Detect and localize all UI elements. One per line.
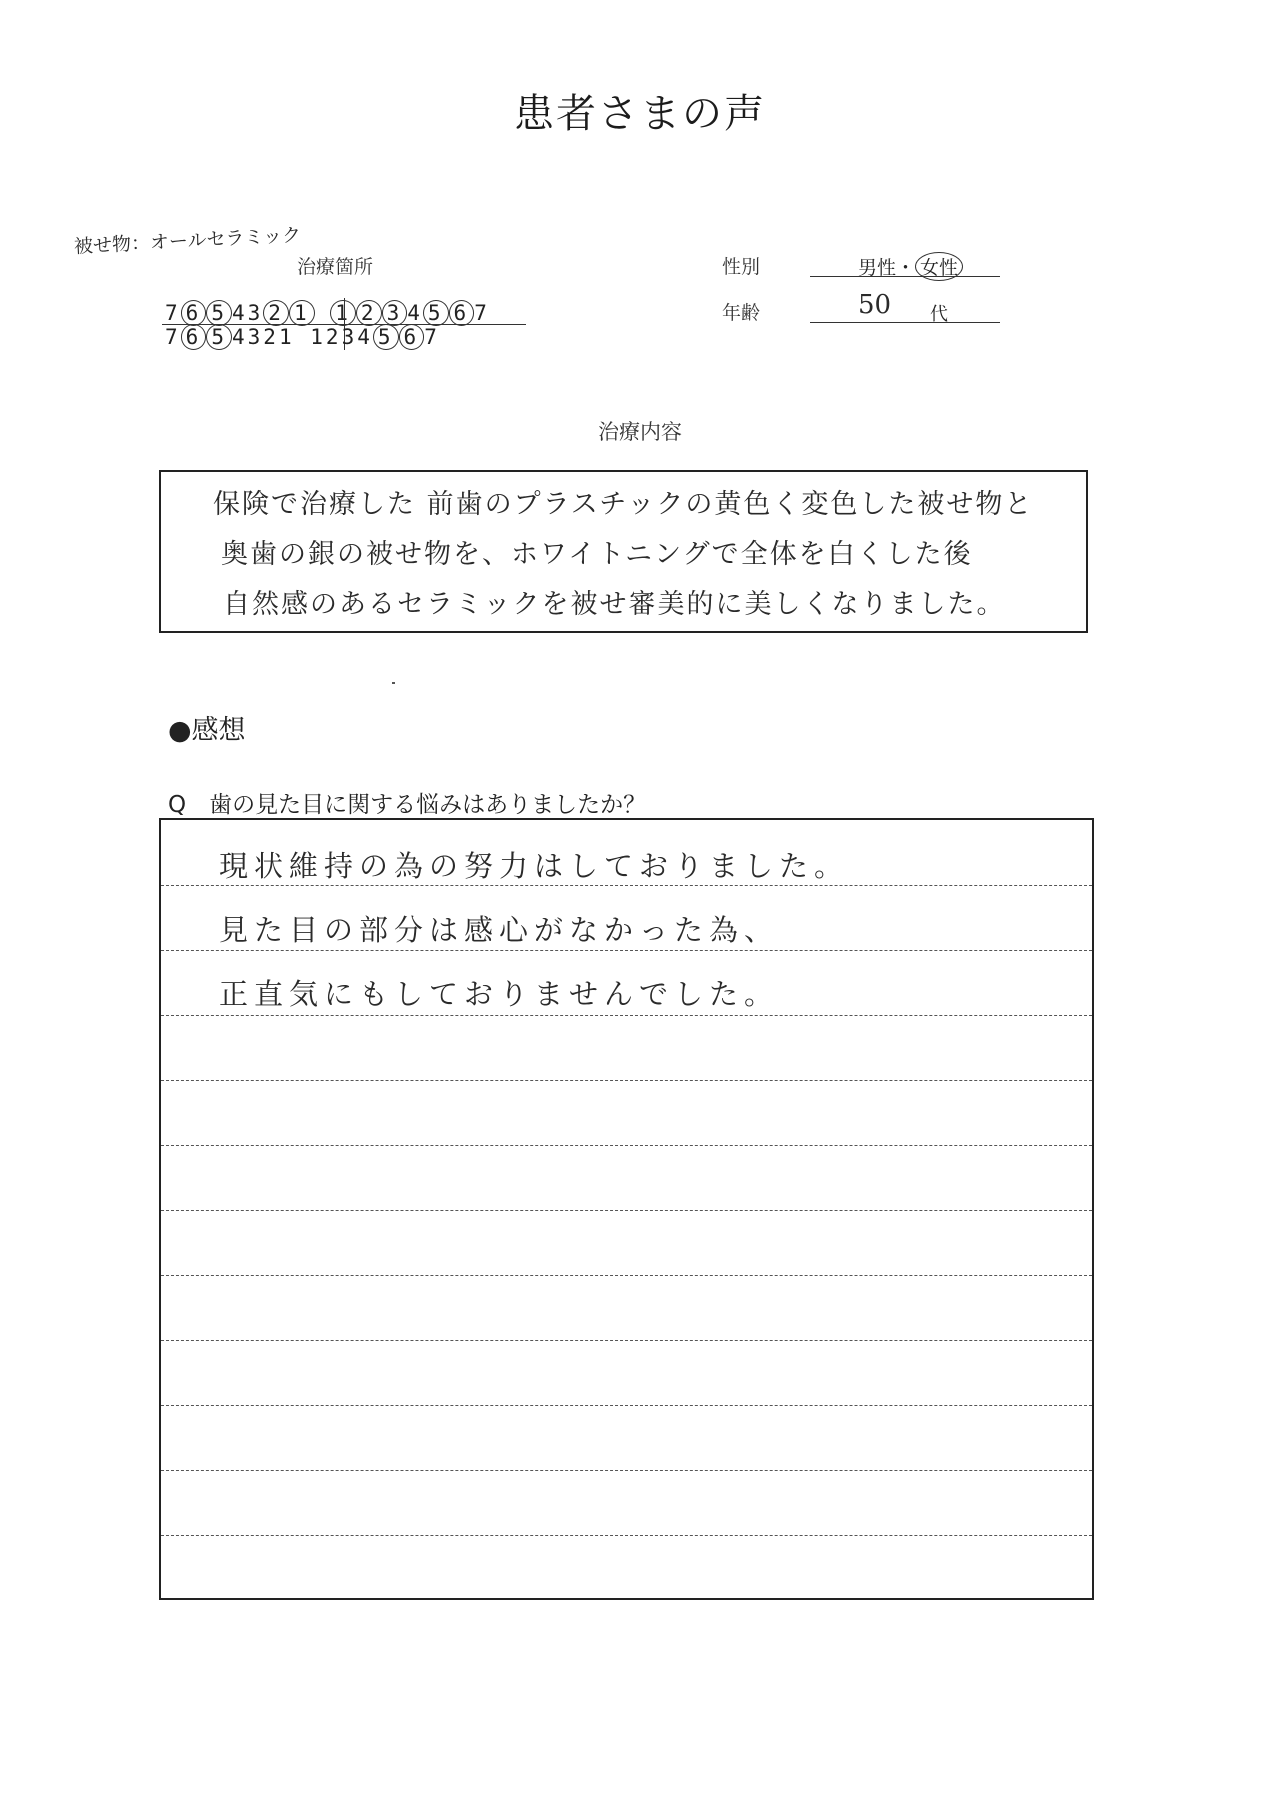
age-value: 50: [858, 290, 892, 320]
ruled-line: [161, 950, 1092, 951]
tooth-ul1: 1: [330, 300, 356, 326]
sex-option-male: 男性: [858, 257, 897, 279]
ruled-line: [161, 1080, 1092, 1081]
tooth-ur5: 5: [206, 300, 232, 326]
sex-option-female: 女性: [915, 252, 963, 281]
ruled-line: [161, 1275, 1092, 1276]
age-label: 年齢: [722, 302, 761, 324]
tooth-ll5: 5: [373, 324, 399, 350]
tooth-ul5: 5: [423, 300, 449, 326]
ruled-line: [161, 885, 1092, 886]
treatment-heading: 治療内容: [598, 420, 682, 444]
sex-label: 性別: [722, 256, 761, 278]
tooth-ll3: 3: [341, 325, 358, 349]
age-underline: [810, 322, 1000, 323]
tooth-lr5: 5: [206, 324, 232, 350]
tooth-ll6: 6: [399, 324, 425, 350]
treatment-line: 保険で治療した 前歯のプラスチックの黄色く変色した被せ物と: [213, 489, 1034, 520]
tooth-ur4: 4: [231, 301, 248, 325]
treatment-location-label: 治療箇所: [297, 256, 374, 278]
covering-note: 被せ物：オールセラミック: [73, 224, 302, 258]
tooth-lr1: 1: [278, 325, 295, 349]
tooth-ur1: 1: [289, 300, 315, 326]
impressions-heading: ●感想: [168, 715, 246, 746]
answer-box: [159, 818, 1094, 1600]
tooth-ul7: 7: [474, 301, 490, 325]
tooth-lr2: 2: [263, 325, 279, 349]
treatment-line: 奥歯の銀の被せ物を、ホワイトニングで全体を白くした後: [221, 539, 973, 570]
tooth-ur2: 2: [263, 300, 289, 326]
ruled-line: [161, 1405, 1092, 1406]
answer-line: 見た目の部分は感心がなかった為、: [219, 913, 780, 947]
upper-left-teeth: [330, 301, 490, 325]
ruled-line: [161, 1210, 1092, 1211]
tooth-ll4: 4: [357, 325, 373, 349]
treatment-line: 自然感のあるセラミックを被せ審美的に美しくなりました。: [223, 589, 1006, 620]
lower-right-teeth: [165, 325, 310, 349]
treatment-box: [159, 470, 1088, 633]
tooth-ll1: 1: [310, 325, 326, 349]
question-text: Q 歯の見た目に関する悩みはありましたか？: [168, 792, 647, 818]
ruled-line: [161, 1340, 1092, 1341]
ruled-line: [161, 1015, 1092, 1016]
lower-teeth-chart: [165, 324, 440, 350]
tooth-lr3: 3: [247, 325, 264, 349]
tooth-ur7: 7: [165, 301, 181, 325]
tooth-lr4: 4: [231, 325, 248, 349]
answer-line: 現状維持の為の努力はしておりました。: [219, 849, 850, 883]
tooth-lr7: 7: [165, 325, 181, 349]
tooth-ul3: 3: [382, 300, 408, 326]
page-title: 患者さまの声: [514, 91, 766, 137]
tooth-lr6: 6: [181, 324, 207, 350]
answer-line: 正直気にもしておりませんでした。: [219, 977, 780, 1011]
tooth-ll7: 7: [424, 325, 440, 349]
age-unit: 代: [930, 304, 948, 325]
tooth-ul4: 4: [407, 301, 423, 325]
sex-separator: ・: [896, 257, 916, 279]
upper-teeth-chart: [165, 300, 490, 326]
tooth-ul2: 2: [356, 300, 382, 326]
stray-mark: [392, 682, 395, 684]
ruled-line: [161, 1470, 1092, 1471]
tooth-ll2: 2: [325, 325, 342, 349]
ruled-line: [161, 1145, 1092, 1146]
tooth-ur3: 3: [247, 301, 264, 325]
lower-left-teeth: [310, 325, 440, 349]
tooth-ur6: 6: [181, 300, 207, 326]
upper-right-teeth: [165, 301, 330, 325]
ruled-line: [161, 1535, 1092, 1536]
tooth-ul6: 6: [449, 300, 475, 326]
sex-underline: [810, 276, 1000, 277]
